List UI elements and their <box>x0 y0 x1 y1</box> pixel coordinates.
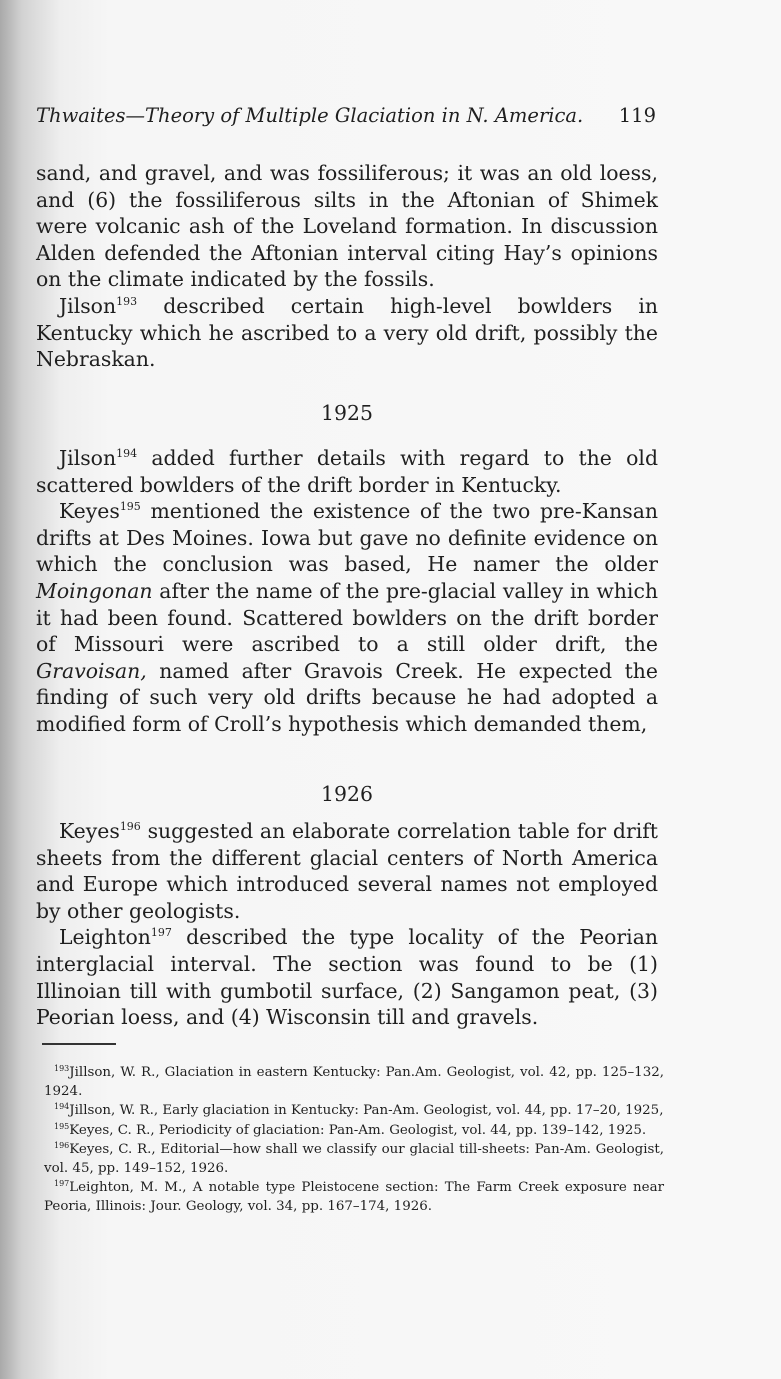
year-heading-1926: 1926 <box>321 782 373 806</box>
running-header <box>36 104 656 127</box>
paragraph-text: suggested an elaborate correlation table for drift sheets from the different glacial centers of North America and Europe which introduced several names not employed by other geologists. <box>36 819 658 923</box>
footnote-text: Leighton, M. M., A notable type Pleistocene section: The Farm Creek exposure near Peoria, Illinois: Jour. Geology, vol. 34, pp. 167–174, 1926. <box>44 1180 664 1215</box>
paragraph-text: added further details with regard to the old scattered bowlders of the drift border in Kentucky. <box>36 446 658 497</box>
footnote <box>44 1063 664 1101</box>
footnote <box>44 1121 664 1140</box>
formation-term: Gravoisan, <box>36 658 147 683</box>
paragraph <box>36 293 658 373</box>
formation-term: Moingonan <box>36 578 153 603</box>
footnote-text: Keyes, C. R., Editorial—how shall we classify our glacial till-sheets: Pan-Am. Geologist, vol. 45, pp. 149–152, 1926. <box>44 1141 664 1177</box>
intro-text <box>36 160 658 373</box>
year-heading-1925: 1925 <box>321 401 373 425</box>
footnote-divider <box>42 1043 116 1045</box>
running-title: Thwaites—Theory of Multiple Glaciation in N. America. <box>36 104 584 127</box>
footnote-ref: 197 <box>150 926 172 940</box>
author-name: Jilson <box>59 293 117 318</box>
paragraph <box>36 498 658 737</box>
footnote-number: 195 <box>54 1121 70 1131</box>
footnote-number: 196 <box>54 1140 70 1150</box>
footnote-ref: 196 <box>119 820 141 833</box>
paragraph <box>36 445 658 498</box>
page-number: 119 <box>618 104 656 127</box>
section-1925 <box>36 445 658 738</box>
author-name: Keyes <box>59 499 120 524</box>
footnote-text: Jillson, W. R., Early glaciation in Kentucky: Pan-Am. Geologist, vol. 44, pp. 17–20, 1925, <box>69 1103 664 1119</box>
author-name: Keyes <box>59 819 120 843</box>
paragraph-text: mentioned the existence of the two pre-Kansan drifts at Des Moines. Iowa but gave no definite evidence on which the conclusion was based, He namer the older <box>36 499 658 577</box>
footnotes <box>44 1063 664 1217</box>
author-name: Leighton <box>59 925 151 950</box>
footnote-ref: 194 <box>116 447 138 460</box>
footnote-number: 197 <box>54 1179 70 1189</box>
footnote <box>44 1178 664 1216</box>
footnote-text: Keyes, C. R., Periodicity of glaciation: Pan-Am. Geologist, vol. 44, pp. 139–142, 1925. <box>69 1122 647 1138</box>
footnote-ref: 193 <box>116 294 138 308</box>
paragraph-text: described the type locality of the Peorian interglacial interval. The section was found to be (1) Illinoian till with gumbotil surface, (2) Sangamon peat, (3) Peorian loess, and (4) Wisconsin till and gravels. <box>36 925 658 1030</box>
author-name: Jilson <box>59 446 117 470</box>
paragraph-text: named after Gravois Creek. He expected the finding of such very old drifts because he had adopted a modified form of Croll’s hypothesis which demanded them, <box>36 658 658 736</box>
paragraph: sand, and gravel, and was fossiliferous; it was an old loess, and (6) the fossiliferous silts in the Aftonian of Shimek were volcanic ash of the Loveland formation. In discussion Alden defended the Aftonian interval citing Hay’s opinions on the climate indicated by the fossils. <box>36 161 658 292</box>
section-1926 <box>36 818 658 1031</box>
paragraph <box>36 924 658 1030</box>
paragraph <box>36 818 658 924</box>
footnote-text: Jillson, W. R., Glaciation in eastern Kentucky: Pan.Am. Geologist, vol. 42, pp. 125–132, 1924. <box>44 1065 664 1100</box>
footnote <box>44 1140 664 1178</box>
footnote-ref: 195 <box>119 500 141 514</box>
footnote <box>44 1101 664 1120</box>
footnote-number: 194 <box>54 1102 70 1112</box>
paragraph-text: after the name of the pre-glacial valley in which it had been found. Scattered bowlders on the drift border of Missouri were ascribed to a still older drift, the <box>36 578 658 657</box>
paragraph-text: described certain high-level bowlders in Kentucky which he ascribed to a very old drift, possibly the Nebraskan. <box>36 293 658 372</box>
footnote-number: 193 <box>54 1064 70 1073</box>
